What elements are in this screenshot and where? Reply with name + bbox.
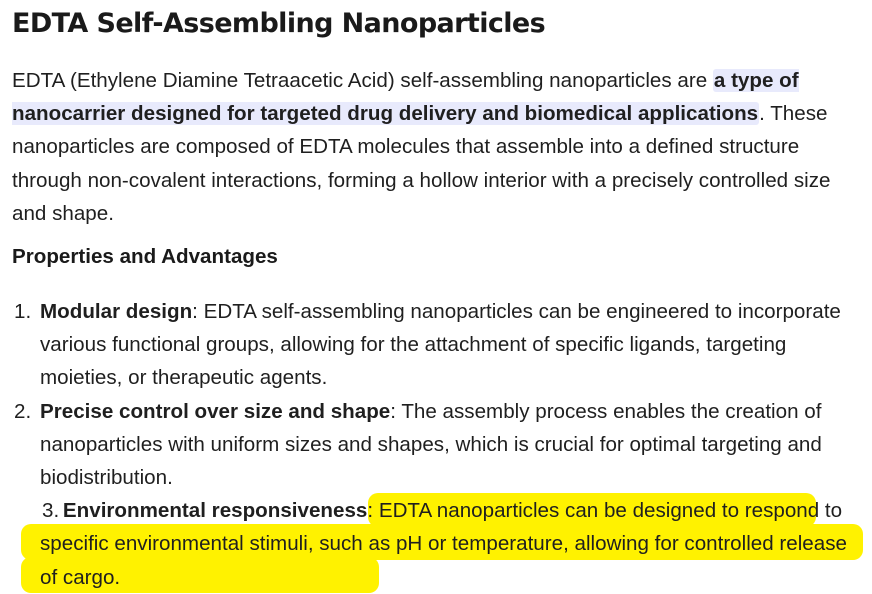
list-number: 2. [14,399,32,423]
list-item-term: Environmental responsiveness [62,499,368,523]
properties-list [12,295,864,594]
list-item [12,295,864,395]
intro-highlighted-phrase: a type of nanocarrier designed for targeted drug delivery and biomedical applications [12,69,799,126]
list-item-term: Precise control over size and shape [40,399,391,423]
list-number: 3. [42,499,60,523]
list-item-term: Modular design [40,300,193,323]
intro-paragraph [12,64,862,230]
list-item-text: The assembly process enables the creation of nanoparticles with uniform sizes and shapes, which is crucial for optimal targeting and biodistribution. [40,399,822,490]
list-item [12,494,864,594]
list-item-text-highlighted: EDTA nanoparticles can be designed to respond to specific environmental stimuli, such as pH or temperature, allowing for controlled release of cargo. [40,499,847,589]
section-heading: Properties and Advantages [12,245,278,268]
list-number: 1. [14,300,32,323]
intro-text-end: . These nanoparticles are composed of EDTA molecules that assemble into a defined structure through non-covalent interactions, forming a hollow interior with a precisely controlled size and shape. [12,102,831,225]
list-item-separator: : [192,300,204,323]
list-item [12,395,864,495]
page-title: EDTA Self-Assembling Nanoparticles [12,8,546,39]
list-item-text: EDTA self-assembling nanoparticles can be engineered to incorporate various functional groups, allowing for the attachment of specific ligands, targeting moieties, or therapeutic agents. [40,300,841,390]
list-item-separator: : [390,399,402,423]
intro-text-start: EDTA (Ethylene Diamine Tetraacetic Acid) self-assembling nanoparticles are [12,69,713,92]
list-item-separator: : [367,499,379,523]
